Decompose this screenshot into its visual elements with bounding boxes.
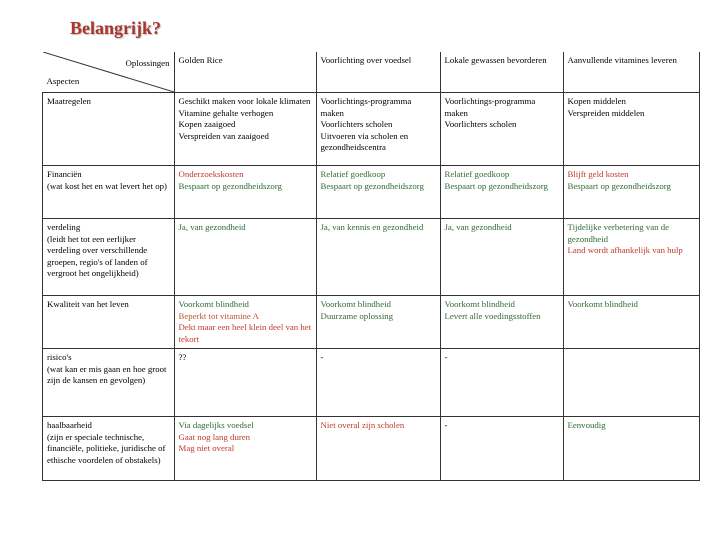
- cell-line: Verspreiden middelen: [567, 107, 645, 118]
- cell-line: Vitamine gehalte verhogen: [178, 107, 274, 118]
- column-header-vitamines: Aanvullende vitamines leveren: [563, 52, 700, 93]
- cell-line: Dekt maar een heel klein deel van het tekort: [178, 322, 312, 344]
- table-cell: [563, 166, 700, 219]
- table-cell: [174, 219, 316, 296]
- cell-line: Onderzoekskosten: [178, 169, 244, 179]
- cell-line: Uitvoeren via scholen en gezondheidscentra: [320, 130, 409, 152]
- cell-line: Kopen zaaigoed: [178, 119, 236, 129]
- cell-line: Voorkomt blindheid: [178, 299, 249, 309]
- cell-line: Geschikt maken voor lokale klimaten: [178, 96, 311, 106]
- cell-line: Land wordt afhankelijk van hulp: [567, 245, 683, 255]
- table-cell: [563, 219, 700, 296]
- page-title: Belangrijk?: [70, 18, 162, 38]
- table-row: [43, 93, 700, 166]
- cell-line: -: [444, 420, 448, 430]
- aspect-description: (zijn er speciale technische, financiële, politieke, juridische of ethische voordelen of obstakels): [47, 431, 166, 465]
- row-label: [43, 349, 175, 417]
- cell-line: Verspreiden van zaaigoed: [178, 130, 269, 141]
- table-cell: [174, 296, 316, 349]
- cell-line: Duurzame oplossing: [320, 310, 394, 321]
- table-cell: [440, 417, 563, 481]
- row-label: [43, 417, 175, 481]
- cell-line: Mag niet overal: [178, 443, 235, 453]
- cell-line: Bespaart op gezondheidszorg: [567, 180, 671, 191]
- table-row: [43, 417, 700, 481]
- corner-cell: [43, 52, 175, 93]
- cell-line: Voorlichtings-programma maken: [444, 96, 536, 118]
- table-cell: [563, 296, 700, 349]
- cell-line: Beperkt tot vitamine A: [178, 310, 259, 321]
- table-row: [43, 219, 700, 296]
- table-cell: [174, 166, 316, 219]
- cell-line: Bespaart op gezondheidszorg: [178, 180, 282, 191]
- cell-line: Bespaart op gezondheidszorg: [320, 180, 424, 191]
- aspect-description: (wat kan er mis gaan en hoe groot zijn de kansen en gevolgen): [47, 363, 167, 385]
- corner-label-solutions: Oplossingen: [125, 58, 170, 68]
- cell-line: Ja, van kennis en gezondheid: [320, 222, 424, 232]
- table-cell: [174, 417, 316, 481]
- table-header-row: [43, 52, 700, 93]
- table-cell: [316, 219, 440, 296]
- cell-line: -: [444, 352, 448, 362]
- table-cell: [316, 166, 440, 219]
- cell-line: Via dagelijks voedsel: [178, 420, 254, 430]
- table-row: [43, 296, 700, 349]
- cell-line: Eenvoudig: [567, 420, 606, 430]
- column-header-lokale-gewassen: Lokale gewassen bevorderen: [440, 52, 563, 93]
- cell-line: Niet overal zijn scholen: [320, 420, 405, 430]
- cell-line: Tijdelijke verbetering van de gezondheid: [567, 222, 670, 244]
- cell-line: Levert alle voedingsstoffen: [444, 310, 541, 321]
- cell-line: Gaat nog lang duren: [178, 431, 251, 442]
- cell-line: Bespaart op gezondheidszorg: [444, 180, 548, 191]
- aspect-title: verdeling: [47, 222, 81, 232]
- cell-line: Voorkomt blindheid: [320, 299, 391, 309]
- cell-line: Voorlichters scholen: [444, 119, 517, 129]
- table-cell: [440, 166, 563, 219]
- table-cell: [440, 296, 563, 349]
- table-cell: [316, 417, 440, 481]
- aspect-title: Maatregelen: [47, 96, 91, 106]
- aspect-title: risico's: [47, 352, 72, 362]
- table-cell: [563, 93, 700, 166]
- cell-line: Relatief goedkoop: [320, 169, 386, 179]
- aspect-description: (wat kost het en wat levert het op): [47, 180, 167, 191]
- table-cell: [440, 349, 563, 417]
- column-header-golden-rice: Golden Rice: [174, 52, 316, 93]
- table-cell: [174, 349, 316, 417]
- cell-line: Ja, van gezondheid: [178, 222, 246, 232]
- column-header-voorlichting: Voorlichting over voedsel: [316, 52, 440, 93]
- cell-line: Voorlichtings-programma maken: [320, 96, 412, 118]
- cell-line: Voorkomt blindheid: [567, 299, 638, 309]
- table-cell: [174, 93, 316, 166]
- aspect-title: Financiën: [47, 169, 82, 179]
- cell-line: Relatief goedkoop: [444, 169, 510, 179]
- cell-line: ??: [178, 352, 187, 362]
- table-cell: [563, 349, 700, 417]
- cell-line: -: [320, 352, 324, 362]
- cell-line: Blijft geld kosten: [567, 169, 629, 179]
- comparison-table: [42, 52, 700, 481]
- aspect-title: haalbaarheid: [47, 420, 92, 430]
- table-row: [43, 349, 700, 417]
- cell-line: Kopen middelen: [567, 96, 626, 106]
- cell-line: Voorkomt blindheid: [444, 299, 515, 309]
- table-cell: [316, 296, 440, 349]
- table-cell: [316, 349, 440, 417]
- row-label: [43, 219, 175, 296]
- table-cell: [440, 219, 563, 296]
- cell-line: Ja, van gezondheid: [444, 222, 512, 232]
- corner-label-aspects: Aspecten: [46, 75, 80, 86]
- table-cell: [316, 93, 440, 166]
- table-row: [43, 166, 700, 219]
- row-label: [43, 296, 175, 349]
- row-label: [43, 93, 175, 166]
- aspect-description: (leidt het tot een eerlijker verdeling over verschillende groepen, regio's of landen of vergroot het ongelijkheid): [47, 233, 148, 278]
- table-cell: [563, 417, 700, 481]
- row-label: [43, 166, 175, 219]
- aspect-title: Kwaliteit van het leven: [47, 299, 129, 309]
- cell-line: Voorlichters scholen: [320, 119, 393, 129]
- table-cell: [440, 93, 563, 166]
